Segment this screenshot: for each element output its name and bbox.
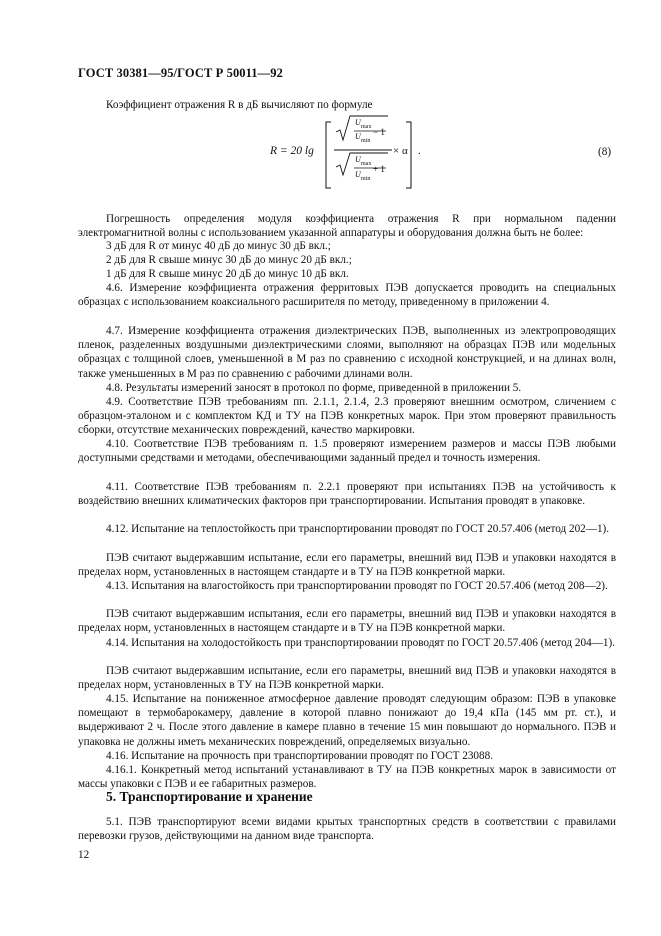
formula-lhs: R = 20 lg [270, 145, 314, 157]
svg-text:− 1: − 1 [373, 127, 385, 137]
accuracy-line-3: 1 дБ для R свыше минус 20 дБ до минус 10 дБ вкл. [106, 268, 349, 280]
clause-4-14-result: ПЭВ считают выдержавшим испытание, если его параметры, внешний вид ПЭВ и упаковки находятся в пределах норм, установленных в ТУ на ПЭВ конкретной марки. [78, 665, 616, 692]
clause-4-9: 4.9. Соответствие ПЭВ требованиям пп. 2.1.1, 2.1.4, 2.3 проверяют внешним осмотром, сличением с образцом-эталоном и с комплектом КД и ТУ на ПЭВ конкретных марок. При этом проверяют правильность сборки, отсутствие механических повреждений, качество маркировки. [78, 396, 616, 437]
svg-text:U: U [355, 170, 361, 179]
svg-text:max: max [361, 124, 372, 130]
accuracy-line-1: 3 дБ для R от минус 40 дБ до минус 30 дБ вкл.; [106, 240, 331, 252]
clause-4-10: 4.10. Соответствие ПЭВ требованиям п. 1.5 проверяют измерением размеров и массы ПЭВ любыми доступными средствами и методами, обеспечивающими заданный предел и точность измерения. [78, 438, 616, 465]
page-header: ГОСТ 30381—95/ГОСТ Р 50011—92 [78, 66, 283, 80]
clause-4-12-result: ПЭВ считают выдержавшим испытание, если его параметры, внешний вид ПЭВ и упаковки находятся в пределах норм, установленных в настоящем стандарте и в ТУ на ПЭВ конкретной марки. [78, 552, 616, 579]
equation-number: (8) [598, 146, 612, 158]
svg-text:.: . [418, 145, 421, 157]
clause-4-16: 4.16. Испытание на прочность при транспортировании проводят по ГОСТ 23088. [106, 750, 493, 762]
reflection-coefficient-formula [0, 112, 661, 198]
accuracy-paragraph: Погрешность определения модуля коэффициента отражения R при нормальном падении электромагнитной волны с использованием указанной аппаратуры и оборудования должна быть не более: [78, 213, 616, 240]
clause-4-7: 4.7. Измерение коэффициента отражения диэлектрических ПЭВ, выполненных из электропроводящих пленок, разделенных воздушными диэлектрическими слоями, выполняют на образцах ПЭВ или модельных образцах с толщиной слоев, уменьшенной в M раз по сравнению с исходной конструкцией, и на длинах волн, также уменьшенных в M раз по сравнению с рабочими длинами волн. [78, 325, 616, 380]
svg-text:min: min [361, 176, 371, 182]
clause-4-13-result: ПЭВ считают выдержавшим испытания, если его параметры, внешний вид ПЭВ и упаковки находятся в пределах норм, установленных в настоящем стандарте и в ТУ на ПЭВ конкретной марки. [78, 608, 616, 635]
accuracy-line-2: 2 дБ для R свыше минус 30 дБ до минус 20 дБ вкл.; [106, 254, 352, 266]
svg-text:+ 1: + 1 [373, 164, 385, 174]
clause-4-13: 4.13. Испытания на влагостойкость при транспортировании проводят по ГОСТ 20.57.406 (метод 208—2). [106, 580, 608, 592]
svg-text:min: min [361, 138, 371, 144]
clause-4-14: 4.14. Испытания на холодостойкость при транспортировании проводят по ГОСТ 20.57.406 (метод 204—1). [106, 637, 615, 649]
svg-text:× α: × α [393, 145, 408, 157]
formula-intro: Коэффициент отражения R в дБ вычисляют по формуле [106, 99, 373, 111]
clause-4-12: 4.12. Испытание на теплостойкость при транспортировании проводят по ГОСТ 20.57.406 (метод 202—1). [106, 523, 610, 535]
svg-text:U: U [355, 118, 361, 127]
clause-4-16-1: 4.16.1. Конкретный метод испытаний устанавливают в ТУ на ПЭВ конкретных марок в зависимости от массы упаковки с ПЭВ и ее габаритных размеров. [78, 764, 616, 791]
page-number: 12 [78, 849, 90, 861]
clause-4-15: 4.15. Испытание на пониженное атмосферное давление проводят следующим образом: ПЭВ в упаковке помещают в термобарокамеру, давление в которой плавно понижают до 19,4 кПа (145 мм рт. ст.), и выдерживают 2 ч. После этого давление в камере плавно в течение 15 мин повышают до нормального. ПЭВ и упаковка не должны иметь механических повреждений, определяемых визуально. [78, 693, 616, 748]
clause-5-1: 5.1. ПЭВ транспортируют всеми видами крытых транспортных средств в соответствии с правилами перевозки грузов, действующими на данном виде транспорта. [78, 816, 616, 843]
svg-text:U: U [355, 155, 361, 164]
clause-4-6: 4.6. Измерение коэффициента отражения ферритовых ПЭВ допускается проводить на специальных образцах с использованием коаксиального расширителя по методу, приведенному в приложении 4. [78, 282, 616, 309]
svg-text:max: max [361, 161, 372, 167]
left-bracket [326, 122, 331, 188]
clause-4-8: 4.8. Результаты измерений заносят в протокол по форме, приведенной в приложении 5. [106, 382, 522, 394]
svg-text:U: U [355, 132, 361, 141]
clause-4-11: 4.11. Соответствие ПЭВ требованиям п. 2.2.1 проверяют при испытаниях ПЭВ на устойчивость к воздействию внешних климатических факторов при транспортировании. Испытания проводят в упаковке. [78, 481, 616, 508]
section-5-heading: 5. Транспортирование и хранение [106, 789, 313, 804]
